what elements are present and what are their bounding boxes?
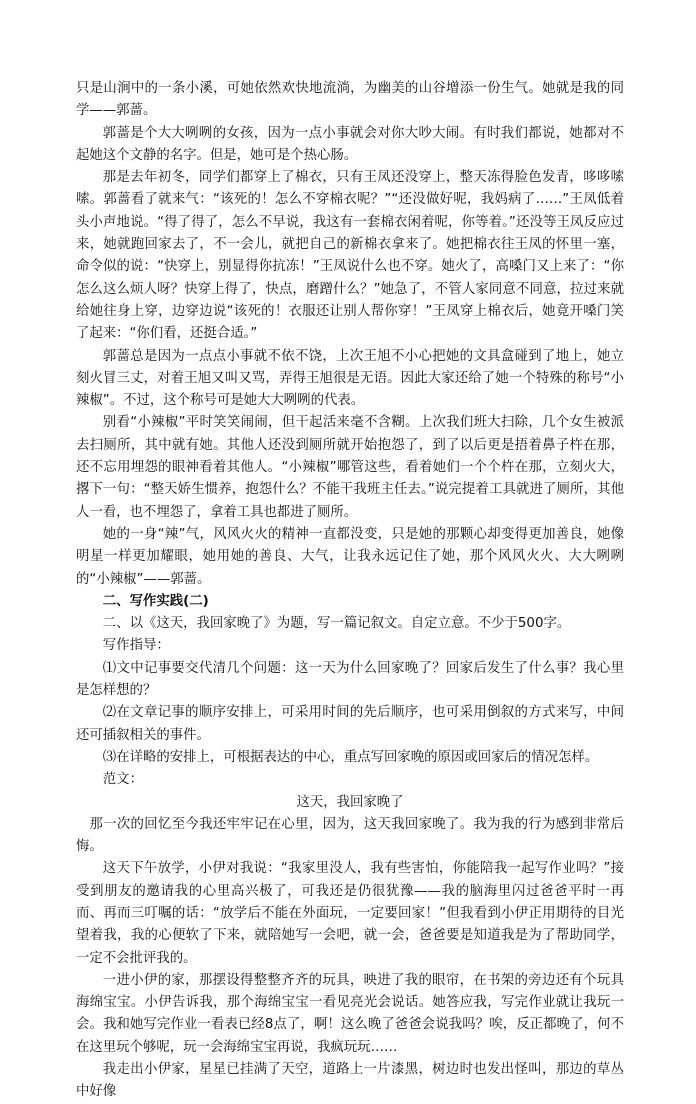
guide-item-2: ⑵在文章记事的顺序安排上，可采用时间的先后顺序，也可采用倒叙的方式来写，中间还可插叙相关的事件。 <box>76 705 624 743</box>
essay-title: 这天，我回家晚了 <box>296 794 404 810</box>
paragraph-conclusion: 她的一身“辣”气，风风火火的精神一直都没变，只是她的那颗心却变得更加善良，她像明星一样更加耀眼，她用她的善良、大气，让我永远记住了她，那个风风火火、大大咧咧的“小辣椒”——郭蔷。 <box>76 526 624 587</box>
paragraph-winter-story: 那是去年初冬，同学们都穿上了棉衣，只有王凤还没穿上，整天冻得脸色发青，哆哆嗦嗦。郭蔷看了就来气：“该死的！怎么不穿棉衣呢？”“还没做好呢，我妈病了……”王凤低着头小声地说。“得了得了，怎么不早说，我这有一套棉衣闲着呢，你等着。”还没等王凤反应过来，她就跑回家去了，不一会儿，就把自己的新棉衣拿来了。她把棉衣往王凤的怀里一塞，命令似的说：“快穿上，别显得你抗冻！”王凤说什么也不穿。她火了，高嗓门又上来了：“你怎么这么烦人呀？快穿上得了，快点，磨蹭什么？”她急了，不管人家同意不同意，拉过来就给她往身上穿，边穿边说“该死的！衣服还让别人帮你穿！”王凤穿上棉衣后，她竟开嗓门笑了起来：“你们看，还挺合适。” <box>76 170 624 342</box>
guide-item-1: ⑴文中记事要交代清几个问题：这一天为什么回家晚了？回家后发生了什么事？我心里是怎样想的？ <box>76 660 624 699</box>
guide-item-3: ⑶在详略的安排上，可根据表达的中心，重点写回家晚的原因或回家后的情况怎样。 <box>102 749 599 765</box>
writing-guide-heading: 写作指导： <box>102 638 170 654</box>
section-heading-writing-practice: 二、写作实践(二) <box>102 593 209 609</box>
paragraph-nickname: 郭蔷总是因为一点点小事就不依不饶，上次王旭不小心把她的文具盒碰到了地上，她立刻火冒三丈，对着王旭又叫又骂，弄得王旭很是无语。因此大家还给了她一个特殊的称号“小辣椒”。不过，这个称号可是她大大咧咧的代表。 <box>76 348 624 409</box>
essay-paragraph-1: 那一次的回忆至今我还牢牢记在心里，因为，这天我回家晚了。我为我的行为感到非常后悔。 <box>76 816 624 855</box>
sample-essay-label: 范文： <box>102 772 143 788</box>
document-page <box>76 78 624 1104</box>
essay-paragraph-3: 一进小伊的家，那摆设得整整齐齐的玩具，映进了我的眼帘，在书架的旁边还有个玩具海绵宝宝。小伊告诉我，那个海绵宝宝一看见亮光会说话。她答应我，写完作业就让我玩一会。我和她写完作业一看表已经8点了，啊！这么晚了爸爸会说我吗？唉，反正都晚了，何不在这里玩个够呢，玩一会海绵宝宝再说，我疯玩玩…… <box>76 972 624 1055</box>
paragraph-guo-qiang-intro: 郭蔷是个大大咧咧的女孩，因为一点小事就会对你大吵大闹。有时我们都说，她都对不起她这个文静的名字。但是，她可是个热心肠。 <box>76 125 624 163</box>
essay-paragraph-2: 这天下午放学，小伊对我说：“我家里没人，我有些害怕，你能陪我一起写作业吗？”接受到朋友的邀请我的心里高兴极了，可我还是仍很犹豫——我的脑海里闪过爸爸平时一再而、再而三叮嘱的话：“放学后不能在外面玩，一定要回家！”但我看到小伊正用期待的目光望着我，我的心便软了下来，就陪她写一会吧，就一会，爸爸要是知道我是为了帮助同学，一定不会批评我的。 <box>76 861 624 966</box>
writing-prompt: 二、以《这天，我回家晚了》为题，写一篇记叙文。自定立意。不少于500字。 <box>102 616 571 632</box>
paragraph-intro-end: 只是山涧中的一条小溪，可她依然欢快地流淌，为幽美的山谷增添一份生气。她就是我的同学——郭蔷。 <box>76 81 624 119</box>
paragraph-cleaning: 别看“小辣椒”平时笑笑闹闹，但干起活来毫不含糊。上次我们班大扫除，几个女生被派去扫厕所，其中就有她。其他人还没到厕所就开始抱怨了，到了以后更是捂着鼻子杵在那，还不忘用埋怨的眼神看着其他人。“小辣椒”哪管这些，看着她们一个个杵在那，立刻火大，撂下一句：“整天娇生惯养，抱怨什么？不能干我班主任去。”说完提着工具就进了厕所，其他人一看，也不埋怨了，拿着工具也都进了厕所。 <box>76 415 624 520</box>
essay-paragraph-4: 我走出小伊家，星星已挂满了天空，道路上一片漆黑，树边时也发出怪叫，那边的草丛中好像 <box>76 1062 624 1100</box>
